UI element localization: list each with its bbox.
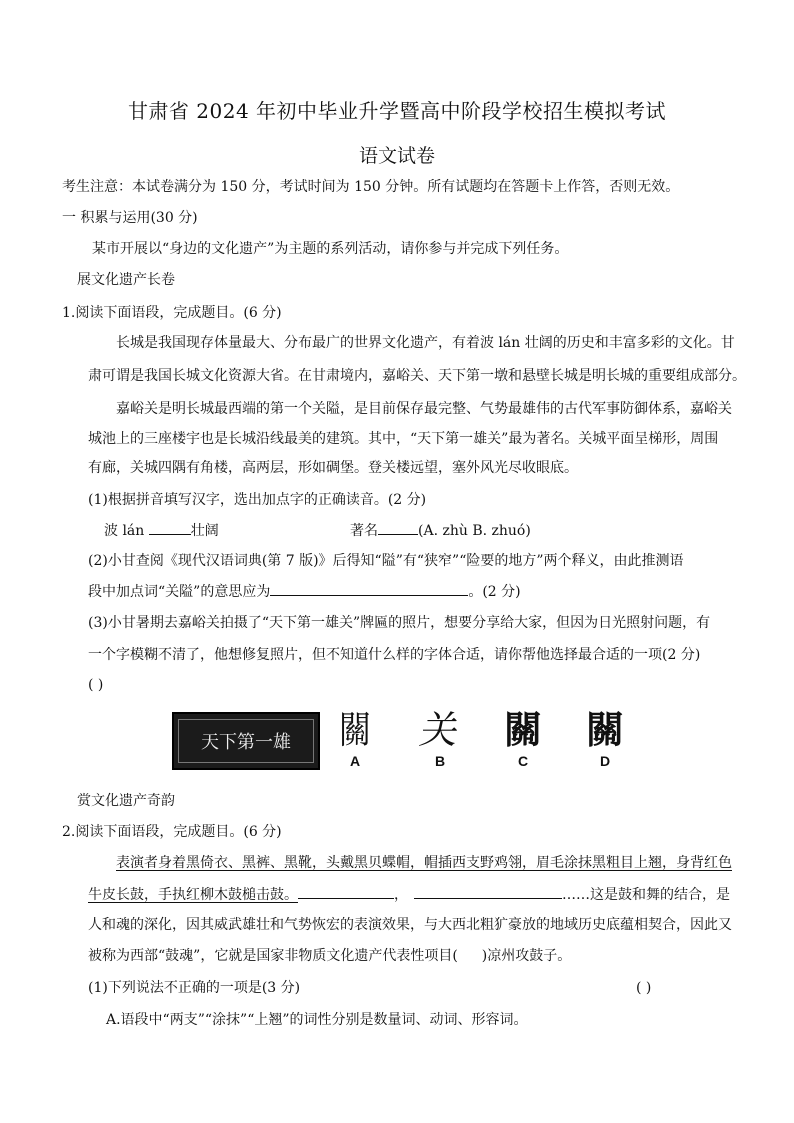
option-a[interactable] (325, 708, 385, 770)
task-title-2: 赏文化遗产奇韵 (77, 793, 175, 809)
plaque-photo (172, 712, 320, 770)
q2-passage-line2 (88, 884, 730, 905)
option-c-glyph: 關 (503, 708, 542, 752)
q1-sub3-line1: (3)小甘暑期去嘉峪关拍摄了“天下第一雄关”牌匾的照片，想要分享给大家，但因为日光照射问题，有 (88, 615, 711, 631)
option-c[interactable] (493, 708, 553, 770)
plaque-text: 天下第一雄 (178, 719, 314, 763)
option-a-glyph: 關 (338, 708, 372, 752)
q2-passage-comma: ， (394, 887, 408, 903)
option-a-letter: A (349, 753, 361, 769)
q1-sub2-line2 (88, 581, 521, 602)
option-b-glyph: 关 (416, 708, 464, 752)
option-c-letter: C (517, 753, 529, 769)
q1-sub1-item-a-label: 波 lán (104, 523, 145, 539)
section-heading: 一 积累与运用(30 分) (62, 210, 198, 226)
q1-sub2-line1: (2)小甘查阅《现代汉语词典(第 7 版)》后得知“隘”有“狭窄”“险要的地方”两个释义，由此推测语 (88, 553, 684, 569)
q1-sub3-line2: 一个字模糊不清了，他想修复照片，但不知道什么样的字体合适，请你帮他选择最合适的一项(2 分) (88, 647, 701, 663)
q2-passage-line2-underlined: 牛皮长鼓，手执红柳木鼓槌击鼓。 (88, 887, 298, 903)
q1-paragraph2-line3: 有廊，关城四隅有角楼，高两层，形如碉堡。登关楼远望，塞外风光尽收眼底。 (88, 460, 578, 476)
q1-sub1-item-a-suffix: 壮阔 (190, 523, 219, 539)
answer-blank[interactable] (298, 884, 394, 899)
section-intro: 某市开展以“身边的文化遗产”为主题的系列活动，请你参与并完成下列任务。 (92, 241, 569, 257)
q1-paragraph2-line2: 城池上的三座楼宇也是长城沿线最美的建筑。其中，“天下第一雄关”最为著名。关城平面呈梯形，周围 (88, 431, 719, 447)
q2-passage-line4-head: 被称为西部“鼓魂”，它就是国家非物质文化遗产代表性项目( (88, 948, 458, 964)
q2-passage-line4-tail: )凉州攻鼓子。 (481, 948, 572, 964)
q2-passage-line3: 人和魂的深化，因其威武雄壮和气势恢宏的表演效果，与大西北粗犷豪放的地域历史底蕴相契合，因此又 (88, 917, 732, 933)
q2-sub1: (1)下列说法不正确的一项是(3 分) (88, 980, 301, 996)
q1-sub1-item-b-label: 著名 (350, 523, 378, 539)
q2-passage-line2-tail: ……这是鼓和舞的结合，是 (562, 887, 730, 903)
q1-sub1: (1)根据拼音填写汉字，选出加点字的正确读音。(2 分) (88, 492, 427, 508)
calligraphy-figure (0, 700, 794, 780)
option-b-letter: B (434, 753, 446, 769)
answer-blank[interactable] (270, 581, 468, 596)
q1-paragraph1-line2: 肃可谓是我国长城文化资源大省。在甘肃境内，嘉峪关、天下第一墩和悬壁长城是明长城的重要组成部分。 (88, 368, 746, 384)
q2-passage-line4 (88, 946, 571, 966)
exam-subtitle: 语文试卷 (358, 145, 435, 167)
option-d-letter: D (599, 753, 611, 769)
question-2-stem: 2.阅读下面语段，完成题目。(6 分) (62, 824, 282, 840)
q1-sub1-item-b-options: (A. zhù B. zhuó) (418, 523, 531, 539)
exam-notice: 考生注意：本试卷满分为 150 分，考试时间为 150 分钟。所有试题均在答题卡上作答，否则无效。 (62, 179, 680, 195)
q2-passage-line1: 表演者身着黑倚衣、黑裤、黑靴，头戴黑贝蝶帽，帽插西支野鸡翎，眉毛涂抹黑粗目上翘，身背红色 (116, 855, 732, 871)
option-d-glyph: 關 (585, 707, 624, 752)
answer-blank[interactable] (414, 884, 562, 899)
option-b[interactable] (410, 708, 470, 770)
q1-sub2-score: 。(2 分) (468, 584, 521, 600)
q2-sub1-answer-paren[interactable]: ( ) (636, 980, 652, 996)
q2-option-a: A.语段中“两支”“涂抹”“上翘”的词性分别是数量词、动词、形容词。 (106, 1012, 528, 1028)
question-1-stem: 1.阅读下面语段，完成题目。(6 分) (62, 305, 282, 321)
exam-title: 甘肃省 2024 年初中毕业升学暨高中阶段学校招生模拟考试 (127, 99, 667, 123)
q1-sub3-answer-paren[interactable]: ( ) (88, 677, 104, 693)
q1-sub2-prompt: 段中加点词“关隘”的意思应为 (88, 584, 271, 600)
option-d[interactable] (575, 708, 635, 770)
q1-paragraph2-line1: 嘉峪关是明长城最西端的第一个关隘，是目前保存最完整、气势最雄伟的古代军事防御体系，嘉峪关 (116, 401, 732, 417)
q1-paragraph1-line1: 长城是我国现存体量最大、分布最广的世界文化遗产，有着波 lán 壮阔的历史和丰富多彩的文化。甘 (116, 335, 735, 351)
task-title-1: 展文化遗产长卷 (77, 272, 175, 288)
answer-blank[interactable] (149, 520, 191, 535)
q1-sub1-item-a (104, 520, 219, 541)
answer-blank[interactable] (378, 520, 418, 535)
q1-sub1-item-b (350, 520, 531, 541)
